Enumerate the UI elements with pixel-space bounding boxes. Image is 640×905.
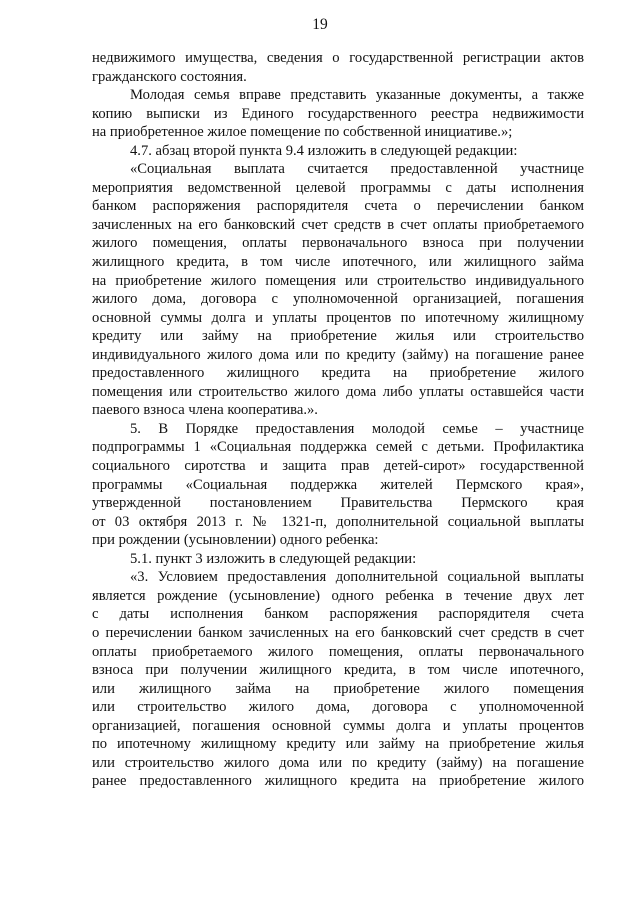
text-line: на приобретенное жилое помещение по собственной инициативе.»; (92, 124, 513, 141)
text-line: «Социальная выплата считается предоставленной участнице (130, 161, 584, 178)
text-line: социального сиротства и защита прав детей-сирот» государственной (92, 458, 584, 475)
text-line: помещения или строительство жилого дома либо уплаты оставшейся части (92, 383, 584, 400)
text-line: является рождение (усыновление) одного ребенка в течение двух лет (92, 587, 584, 604)
text-line: организацией, погашения основной суммы долга и уплаты процентов (92, 717, 584, 734)
text-line: гражданского состояния. (92, 68, 247, 85)
document-body (92, 49, 584, 791)
text-line: при рождении (усыновлении) одного ребенка: (92, 532, 379, 549)
text-line: предоставленного жилищного кредита на приобретение жилого (92, 365, 584, 382)
text-line: или строительство жилого дома или по кредиту (займу) на погашение (92, 754, 584, 771)
text-line: жилого помещения, оплаты первоначального взноса при получении (92, 235, 584, 252)
text-line: основной суммы долга и уплаты процентов по ипотечному жилищному (92, 309, 584, 326)
text-line: с даты исполнения банком распоряжения распорядителя счета (92, 606, 584, 623)
text-line: мероприятия ведомственной целевой программы с даты исполнения (92, 179, 584, 196)
text-line: 4.7. абзац второй пункта 9.4 изложить в следующей редакции: (130, 142, 518, 159)
text-line: программы «Социальная поддержка жителей Пермского края», (92, 476, 584, 493)
text-line: оплаты приобретаемого жилого помещения, оплаты первоначального (92, 643, 584, 660)
text-line: от 03 октября 2013 г. № 1321-п, дополнительной социальной выплаты (92, 513, 584, 530)
text-line: жилищного кредита, в том числе ипотечного, или жилищного займа (92, 254, 584, 271)
text-line: ранее предоставленного жилищного кредита на приобретение жилого (92, 773, 584, 790)
text-line: или жилищного займа на приобретение жилого помещения (92, 680, 584, 697)
text-line: на приобретение жилого помещения или строительство индивидуального (92, 272, 584, 289)
text-line: или строительство жилого дома, договора с уполномоченной (92, 699, 584, 716)
text-line: взноса при получении жилищного кредита, в том числе ипотечного, (92, 662, 584, 679)
text-line: о перечислении банком зачисленных на его банковский счет средств в счет (92, 624, 584, 641)
text-line: «3. Условием предоставления дополнительной социальной выплаты (130, 569, 584, 586)
text-line: паевого взноса члена кооператива.». (92, 402, 318, 419)
text-line: 5.1. пункт 3 изложить в следующей редакции: (130, 550, 417, 567)
text-line: Молодая семья вправе представить указанные документы, а также (130, 87, 584, 104)
text-line: жилого дома, договора с уполномоченной организацией, погашения (92, 291, 584, 308)
page-number: 19 (312, 16, 328, 33)
text-line: 5. В Порядке предоставления молодой семье – участнице (130, 420, 584, 437)
text-line: недвижимого имущества, сведения о государственной регистрации актов (92, 50, 584, 66)
text-line: по ипотечному жилищному кредиту или займу на приобретение жилья (92, 736, 584, 753)
text-line: индивидуального жилого дома или по кредиту (займу) на погашение ранее (92, 346, 584, 363)
text-line: копию выписки из Единого государственного реестра недвижимости (92, 105, 584, 122)
text-line: кредиту или займу на приобретение жилья или строительство (92, 328, 584, 345)
text-line: банком распоряжения распорядителя счета о перечислении банком (92, 198, 584, 215)
text-line: утвержденной постановлением Правительства Пермского края (92, 495, 584, 512)
text-line: зачисленных на его банковский счет средств в счет оплаты приобретаемого (92, 216, 584, 233)
text-line: подпрограммы 1 «Социальная поддержка семей с детьми. Профилактика (92, 439, 584, 456)
